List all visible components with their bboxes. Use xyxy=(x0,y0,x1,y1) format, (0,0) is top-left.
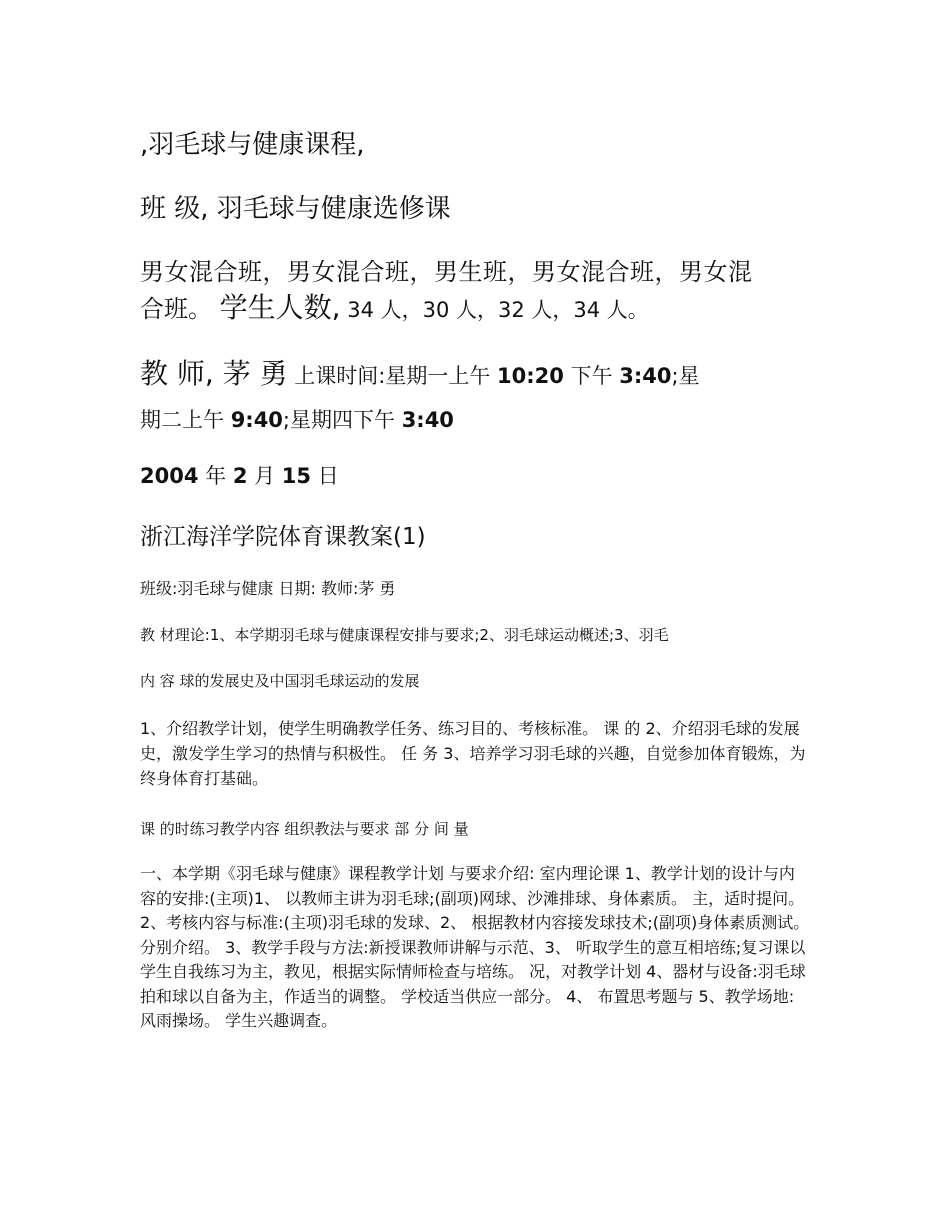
material-line-1: 教 材理论:1、本学期羽毛球与健康课程安排与要求;2、羽毛球运动概述;3、羽毛 xyxy=(140,626,669,644)
time2-text-c: ;星期四下午 xyxy=(282,408,402,432)
time-text-a: 上课时间:星期一上午 xyxy=(287,364,498,388)
date-month-unit: 月 xyxy=(247,464,282,488)
table-columns: 课 的时练习教学内容 组织教法与要求 部 分 间 量 xyxy=(140,820,469,838)
date-day: 15 xyxy=(281,464,312,488)
students-label: 学生人数, xyxy=(219,291,341,324)
time-text-e: ;星 xyxy=(671,364,700,388)
class-label: 班 级, 羽毛球与健康选修课 xyxy=(140,194,451,224)
teacher-time-line xyxy=(140,352,700,392)
date-month: 2 xyxy=(232,464,248,488)
plan-header: 班级:羽毛球与健康 日期: 教师:茅 勇 xyxy=(140,579,396,598)
time-line-2 xyxy=(140,404,454,434)
material-line-2: 内 容 球的发展史及中国羽毛球运动的发展 xyxy=(140,672,420,690)
time-text-c: 下午 xyxy=(563,364,620,388)
time2-value-1: 9:40 xyxy=(230,408,283,432)
course-title: ,羽毛球与健康课程, xyxy=(140,130,365,160)
students-value: 34 人，30 人，32 人，34 人。 xyxy=(340,298,649,322)
date-year-unit: 年 xyxy=(198,464,233,488)
plan-title: 浙江海洋学院体育课教案(1) xyxy=(140,524,426,550)
class-list-line-2 xyxy=(140,286,649,326)
date-year: 2004 xyxy=(140,464,199,488)
date-day-unit: 日 xyxy=(311,464,339,488)
course-tasks: 1、介绍教学计划，使学生明确教学任务、练习目的、考核标准。 课 的 2、介绍羽毛球的发展史，激发学生学习的热情与积极性。 任 务 3、培养学习羽毛球的兴趣，自觉参加体育锻炼，为终身体育打基础。 xyxy=(140,719,806,788)
time-value-2: 3:40 xyxy=(619,364,672,388)
time-value-1: 10:20 xyxy=(497,364,564,388)
teaching-content: 一、本学期《羽毛球与健康》课程教学计划 与要求介绍: 室内理论课 1、教学计划的设计与内容的安排:(主项)1、 以教师主讲为羽毛球;(副项)网球、沙滩排球、身体素质。 主，适时提问。 2、考核内容与标准:(主项)羽毛球的发球、2、 根据教材内容接发球技术;(副项)身体素质测试。 分别介绍。 3、教学手段与方法:新授课教师讲解与示范、3、 听取学生的意互相培练;复习课以学生自我练习为主，教见，根据实际情师检查与培练。 况，对教学计划 4、器材与设备:羽毛球拍和球以自备为主，作适当的调整。 学校适当供应一部分。 4、 布置思考题与 5、教学场地:风雨操场。 学生兴趣调查。 xyxy=(140,864,810,1030)
class-list-line-1: 男女混合班，男女混合班，男生班，男女混合班，男女混 xyxy=(140,258,753,286)
time2-text-a: 期二上午 xyxy=(140,408,231,432)
class-list-end: 合班。 xyxy=(140,295,220,323)
teacher-label: 教 师, 茅 勇 xyxy=(140,357,288,390)
date-line xyxy=(140,460,339,490)
time2-value-2: 3:40 xyxy=(401,408,454,432)
